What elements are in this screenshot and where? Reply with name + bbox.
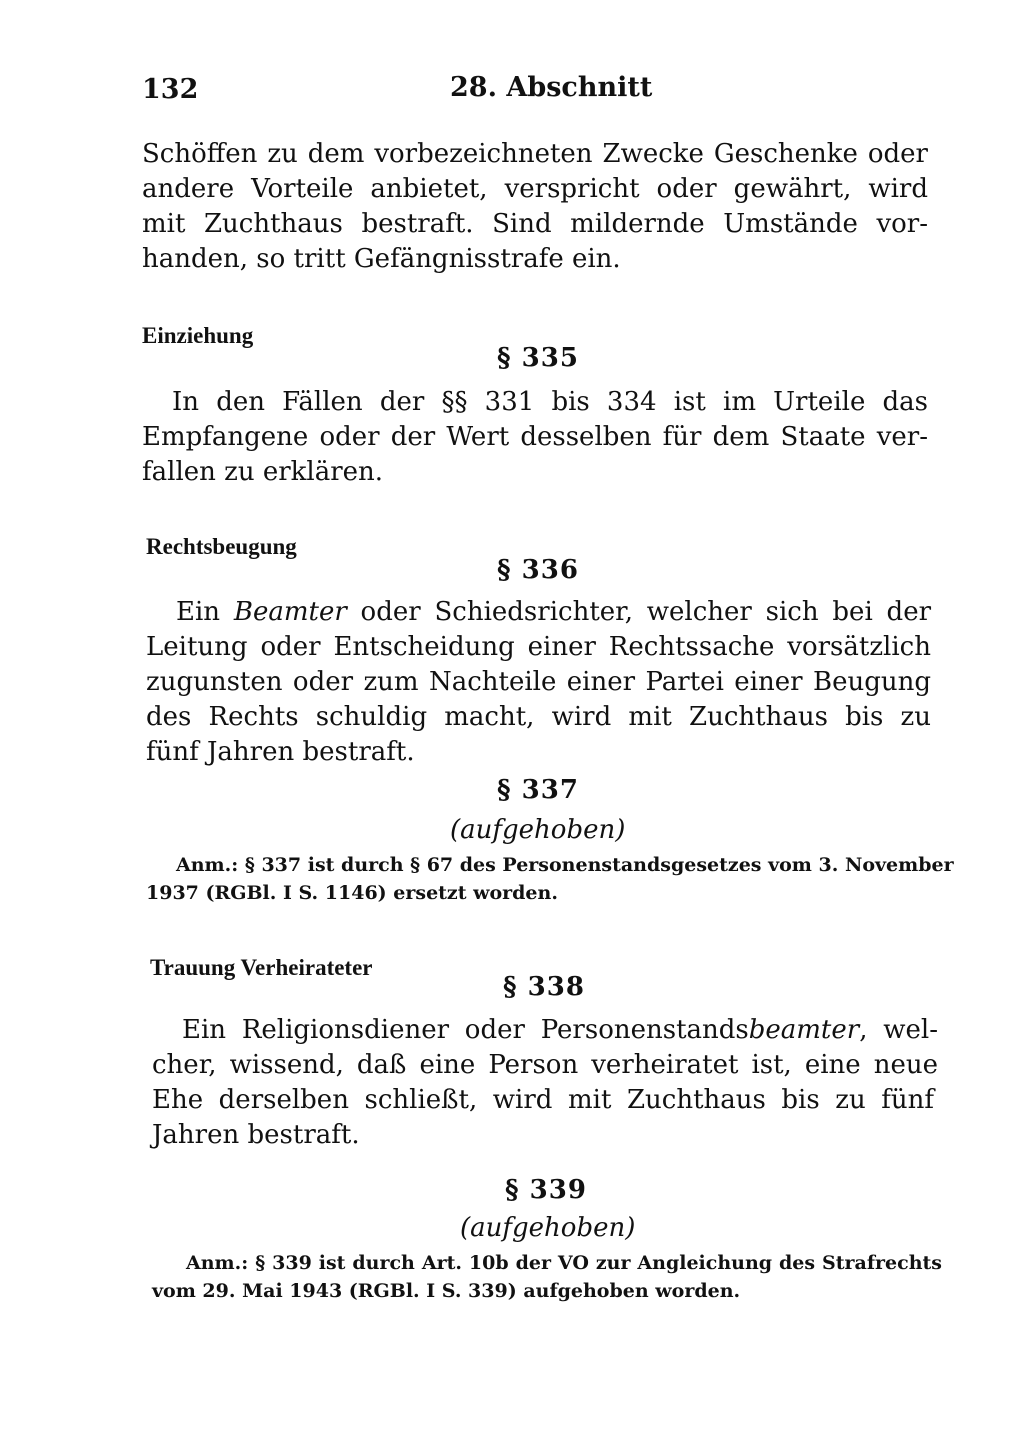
text-line: In den Fällen der §§ 331 bis 334 ist im Urteile das xyxy=(172,387,928,417)
page-number: 132 xyxy=(142,74,199,105)
emphasis-text: beamter xyxy=(748,1015,860,1045)
text-line: Leitung oder Entscheidung einer Rechtssache vorsätzlich xyxy=(146,632,931,662)
text-line: Jahren bestraft. xyxy=(152,1120,360,1150)
text-line: Ein Beamter oder Schiedsrichter, welcher sich bei der xyxy=(176,597,932,627)
text-line: Ein Religionsdiener oder Personenstandsbeamter, wel- xyxy=(182,1015,938,1045)
annotation-line: 1937 (RGBl. I S. 1146) ersetzt worden. xyxy=(146,882,558,904)
text-line: Schöffen zu dem vorbezeichneten Zwecke Geschenke oder xyxy=(142,139,928,169)
text-line: des Rechts schuldig macht, wird mit Zuchthaus bis zu xyxy=(146,702,931,732)
text-line: fallen zu erklären. xyxy=(142,457,384,487)
text-line: fünf Jahren bestraft. xyxy=(146,737,415,767)
section-sidenote: Rechtsbeugung xyxy=(146,534,297,559)
section-number: § 335 xyxy=(497,343,579,373)
section-number: § 339 xyxy=(505,1175,587,1205)
text-line: Empfangene oder der Wert desselben für dem Staate ver- xyxy=(142,422,928,452)
emphasis-text: Beamter xyxy=(233,597,347,627)
text-line: andere Vorteile anbietet, verspricht oder gewährt, wird xyxy=(142,174,928,204)
repealed-label: (aufgehoben) xyxy=(450,815,626,845)
section-sidenote: Einziehung xyxy=(142,323,254,348)
section-number: § 336 xyxy=(497,555,579,585)
text-line: zugunsten oder zum Nachteile einer Partei einer Beugung xyxy=(146,667,931,697)
section-sidenote: Trauung Verheirateter xyxy=(150,955,373,980)
text-line: cher, wissend, daß eine Person verheiratet ist, eine neue xyxy=(152,1050,938,1080)
annotation-line: Anm.: § 339 ist durch Art. 10b der VO zur Angleichung des Strafrechts xyxy=(186,1252,942,1274)
chapter-heading: 28. Abschnitt xyxy=(450,72,653,103)
text-line: handen, so tritt Gefängnisstrafe ein. xyxy=(142,244,621,274)
text-line: Ehe derselben schließt, wird mit Zuchthaus bis zu fünf xyxy=(152,1085,934,1115)
section-number: § 337 xyxy=(497,775,579,805)
annotation-line: Anm.: § 337 ist durch § 67 des Personenstandsgesetzes vom 3. November xyxy=(176,854,954,876)
section-number: § 338 xyxy=(503,972,585,1002)
repealed-label: (aufgehoben) xyxy=(460,1213,636,1243)
annotation-line: vom 29. Mai 1943 (RGBl. I S. 339) aufgehoben worden. xyxy=(152,1280,741,1302)
text-line: mit Zuchthaus bestraft. Sind mildernde Umstände vor- xyxy=(142,209,928,239)
